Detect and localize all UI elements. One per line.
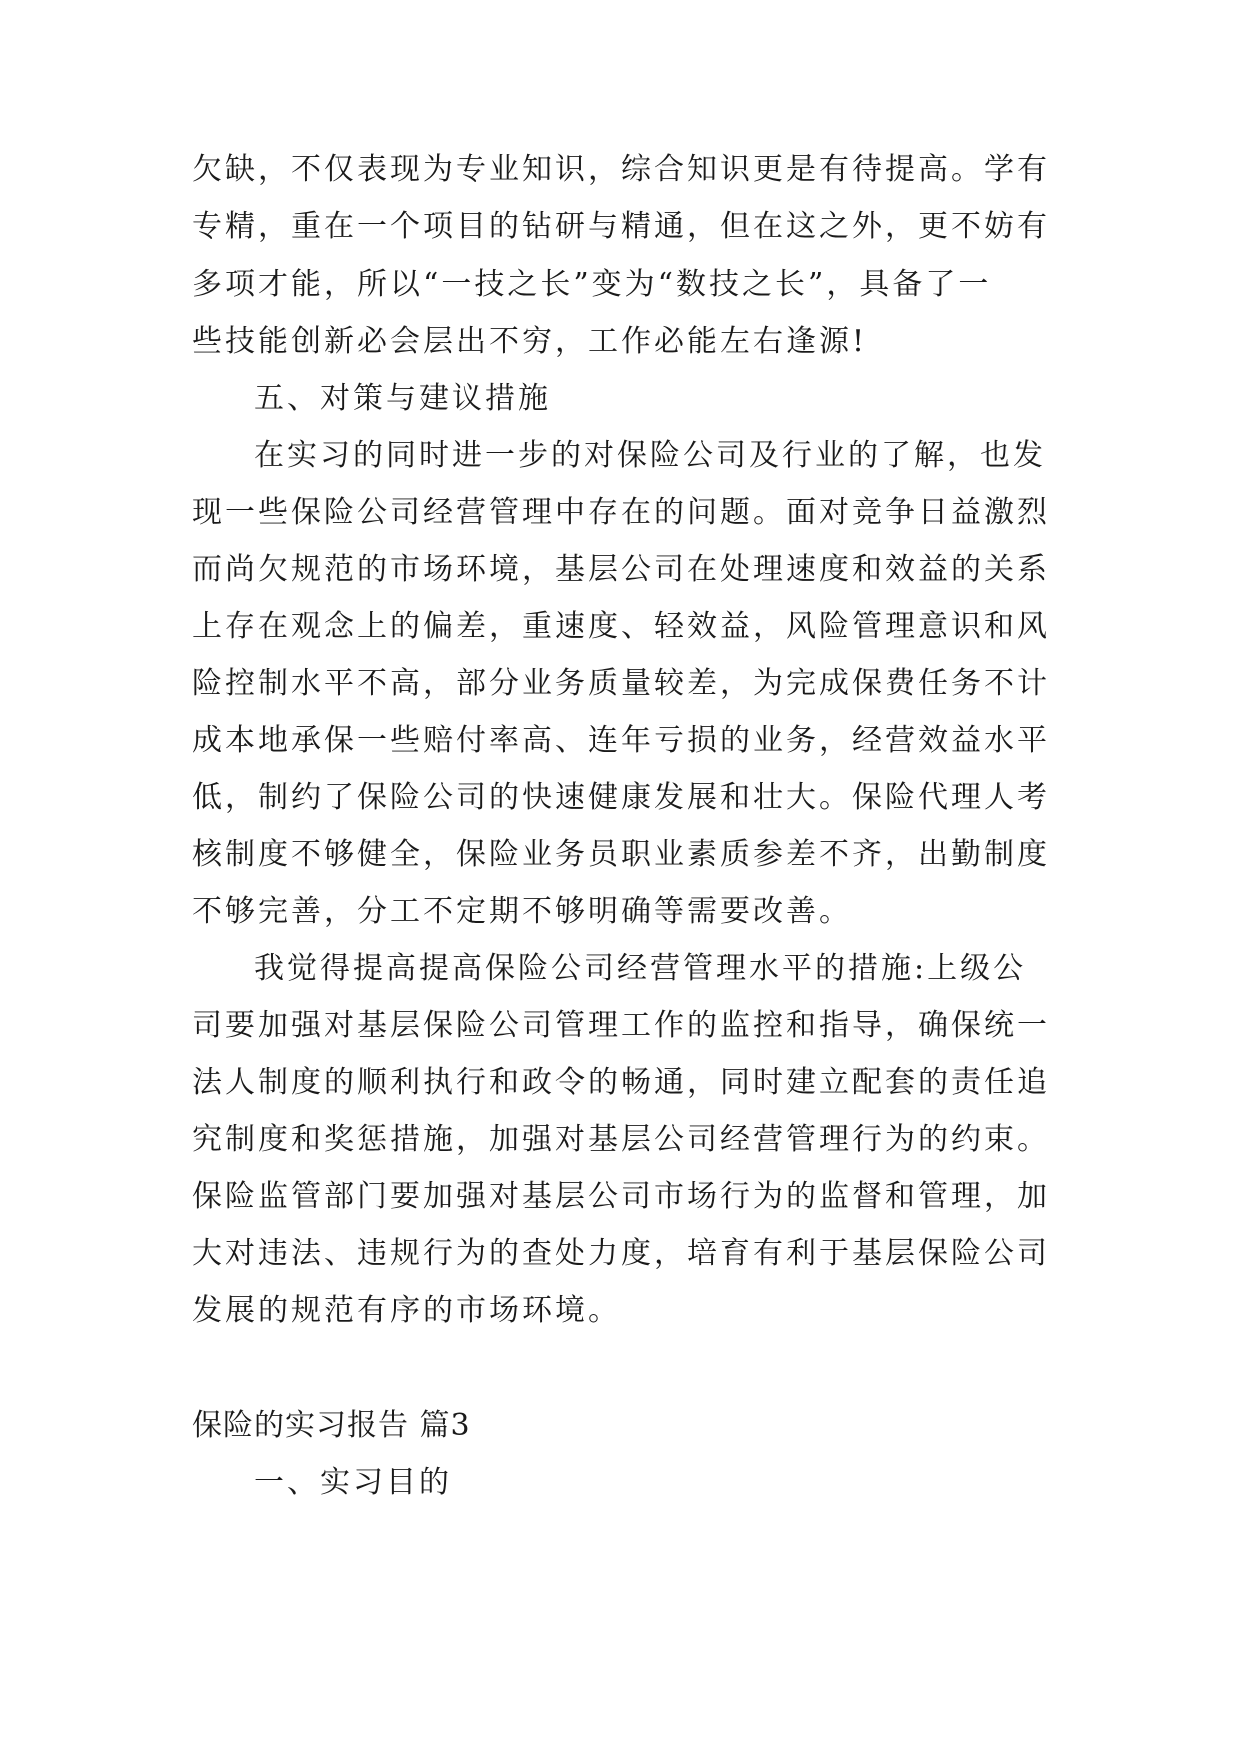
paragraph-line: 上存在观念上的偏差，重速度、轻效益，风险管理意识和风 bbox=[192, 609, 1050, 644]
paragraph-line: 现一些保险公司经营管理中存在的问题。面对竞争日益激烈 bbox=[192, 495, 1050, 530]
paragraph-line: 而尚欠规范的市场环境，基层公司在处理速度和效益的关系 bbox=[192, 552, 1050, 587]
section-heading: 五、对策与建议措施 bbox=[254, 381, 551, 416]
paragraph-line: 究制度和奖惩措施，加强对基层公司经营管理行为的约束。 bbox=[192, 1122, 1050, 1157]
paragraph-line: 欠缺，不仅表现为专业知识，综合知识更是有待提高。学有 bbox=[192, 152, 1050, 187]
paragraph-line: 保险监管部门要加强对基层公司市场行为的监督和管理，加 bbox=[192, 1179, 1050, 1214]
paragraph-line: 不够完善，分工不定期不够明确等需要改善。 bbox=[192, 894, 852, 929]
paragraph-line: 核制度不够健全，保险业务员职业素质参差不齐，出勤制度 bbox=[192, 837, 1050, 872]
paragraph-line: 专精，重在一个项目的钻研与精通，但在这之外，更不妨有 bbox=[192, 209, 1050, 244]
paragraph-line: 低，制约了保险公司的快速健康发展和壮大。保险代理人考 bbox=[192, 780, 1050, 815]
paragraph-line: 险控制水平不高，部分业务质量较差，为完成保费任务不计 bbox=[192, 666, 1050, 701]
paragraph-line: 些技能创新必会层出不穷，工作必能左右逢源! bbox=[192, 324, 868, 359]
paragraph-line: 大对违法、违规行为的查处力度，培育有利于基层保险公司 bbox=[192, 1236, 1050, 1271]
paragraph-line: 多项才能，所以“一技之长”变为“数技之长”，具备了一 bbox=[192, 267, 992, 302]
paragraph-line: 发展的规范有序的市场环境。 bbox=[192, 1293, 621, 1328]
paragraph-line: 司要加强对基层保险公司管理工作的监控和指导，确保统一 bbox=[192, 1008, 1050, 1043]
section-heading: 一、实习目的 bbox=[254, 1465, 452, 1500]
paragraph-line: 成本地承保一些赔付率高、连年亏损的业务，经营效益水平 bbox=[192, 723, 1050, 758]
document-title: 保险的实习报告 篇3 bbox=[192, 1408, 471, 1443]
paragraph-line: 在实习的同时进一步的对保险公司及行业的了解，也发 bbox=[254, 438, 1046, 473]
paragraph-line: 我觉得提高提高保险公司经营管理水平的措施:上级公 bbox=[254, 951, 1027, 986]
paragraph-line: 法人制度的顺利执行和政令的畅通，同时建立配套的责任追 bbox=[192, 1065, 1050, 1100]
